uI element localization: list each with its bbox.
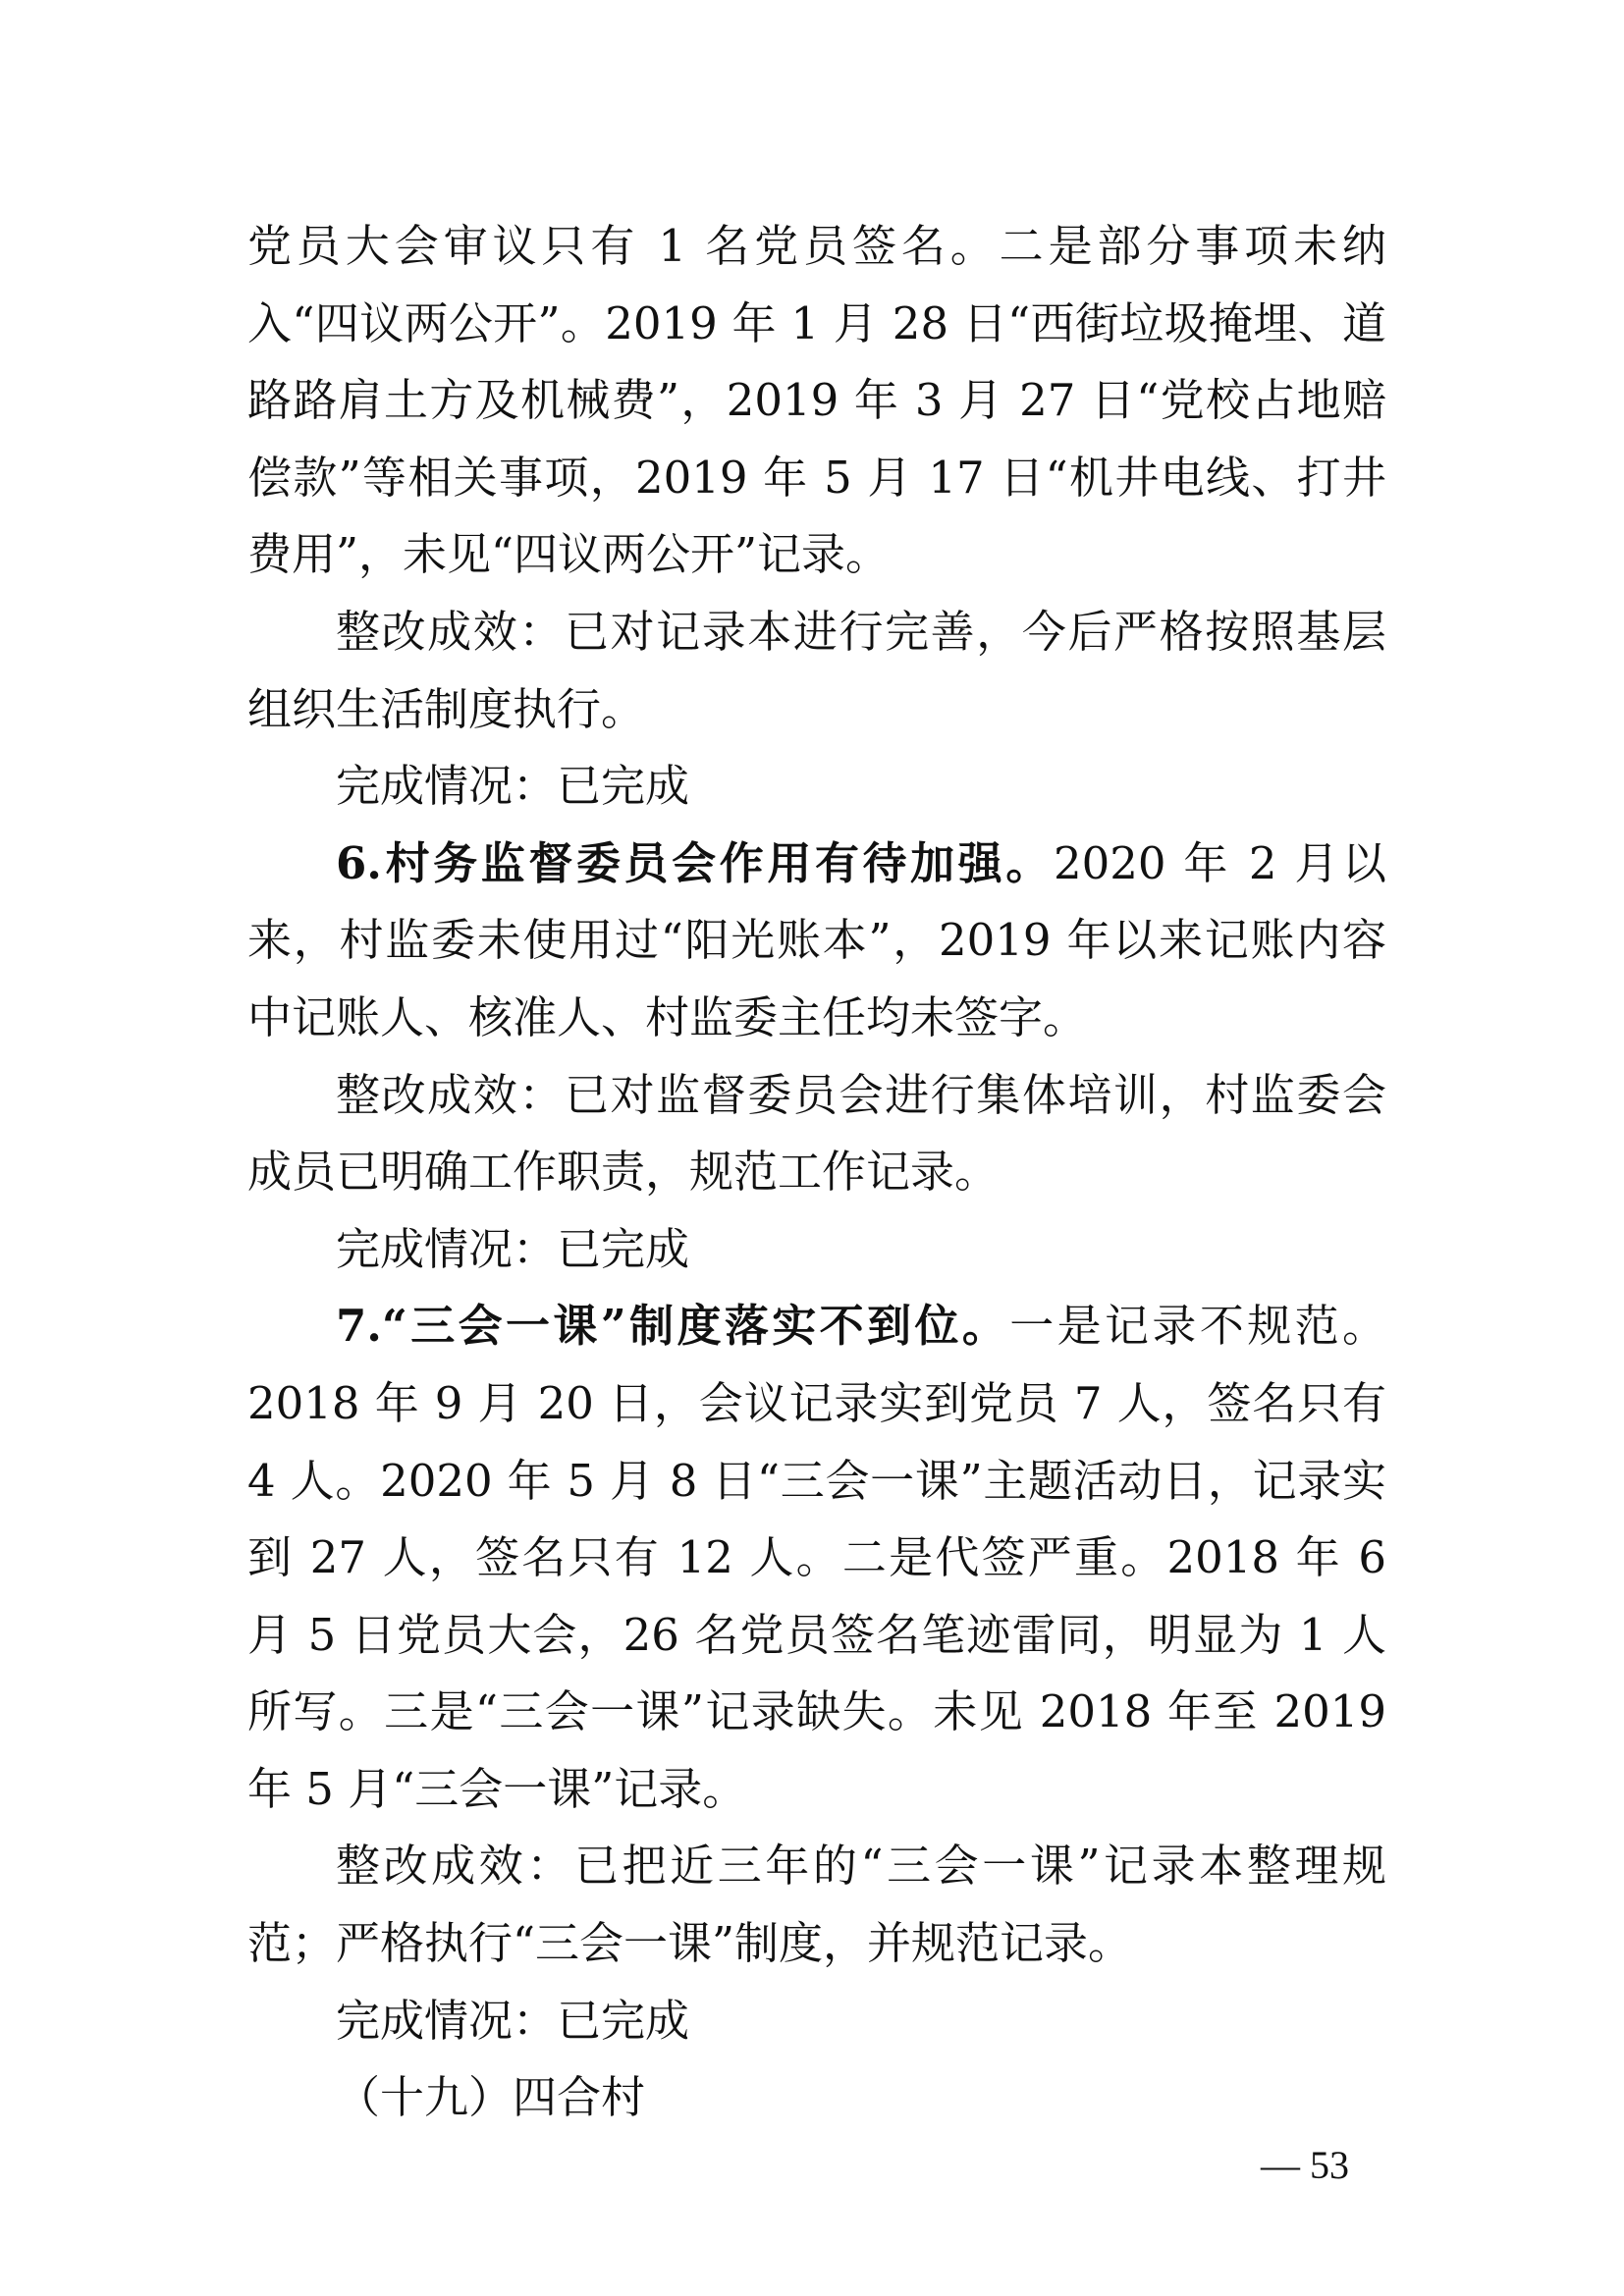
item-7-heading: 7.“三会一课”制度落实不到位。 <box>336 1300 1010 1353</box>
item-6-heading: 6.村务监督委员会作用有待加强。 <box>336 836 1054 889</box>
paragraph-rectification-result: 整改成效：已对监督委员会进行集体培训，村监委会成员已明确工作职责，规范工作记录。 <box>247 1068 1386 1199</box>
paragraph-item-7 <box>247 1288 1386 1828</box>
paragraph-item-6 <box>247 826 1386 1057</box>
page-number: — 53 <box>1261 2143 1349 2187</box>
paragraph-completion-status: 完成情况：已完成 <box>336 760 690 813</box>
paragraph-completion-status: 完成情况：已完成 <box>336 1222 690 1275</box>
body-text <box>247 208 1386 2137</box>
section-heading-village: （十九）四合村 <box>336 2071 646 2124</box>
paragraph-completion-status: 完成情况：已完成 <box>336 1994 690 2047</box>
item-6-text: 2020 年 2 月以来，村监委未使用过“阳光账本”，2019 年以来记账内容中记账人、核准人、村监委主任均未签字。 <box>247 836 1386 1043</box>
item-7-text: 一是记录不规范。2018 年 9 月 20 日，会议记录实到党员 7 人，签名只有 4 人。2020 年 5 月 8 日“三会一课”主题活动日，记录实到 27 人，签名只有 12 人。二是代签严重。2018 年 6 月 5 日党员大会，26 名党员签名笔迹雷同，明显为 1 人所写。三是“三会一课”记录缺失。未见 2018 年至 2019 年 5 月“三会一课”记录。 <box>247 1300 1386 1815</box>
paragraph-rectification-result: 整改成效：已把近三年的“三会一课”记录本整理规范；严格执行“三会一课”制度，并规范记录。 <box>247 1840 1386 1970</box>
paragraph-continuation: 党员大会审议只有 1 名党员签名。二是部分事项未纳入“四议两公开”。2019 年 1 月 28 日“西街垃圾掩埋、道路路肩土方及机械费”，2019 年 3 月 27 日“党校占地赔偿款”等相关事项，2019 年 5 月 17 日“机井电线、打井费用”，未见“四议两公开”记录。 <box>247 220 1386 581</box>
paragraph-rectification-result: 整改成效：已对记录本进行完善，今后严格按照基层组织生活制度执行。 <box>247 605 1386 735</box>
